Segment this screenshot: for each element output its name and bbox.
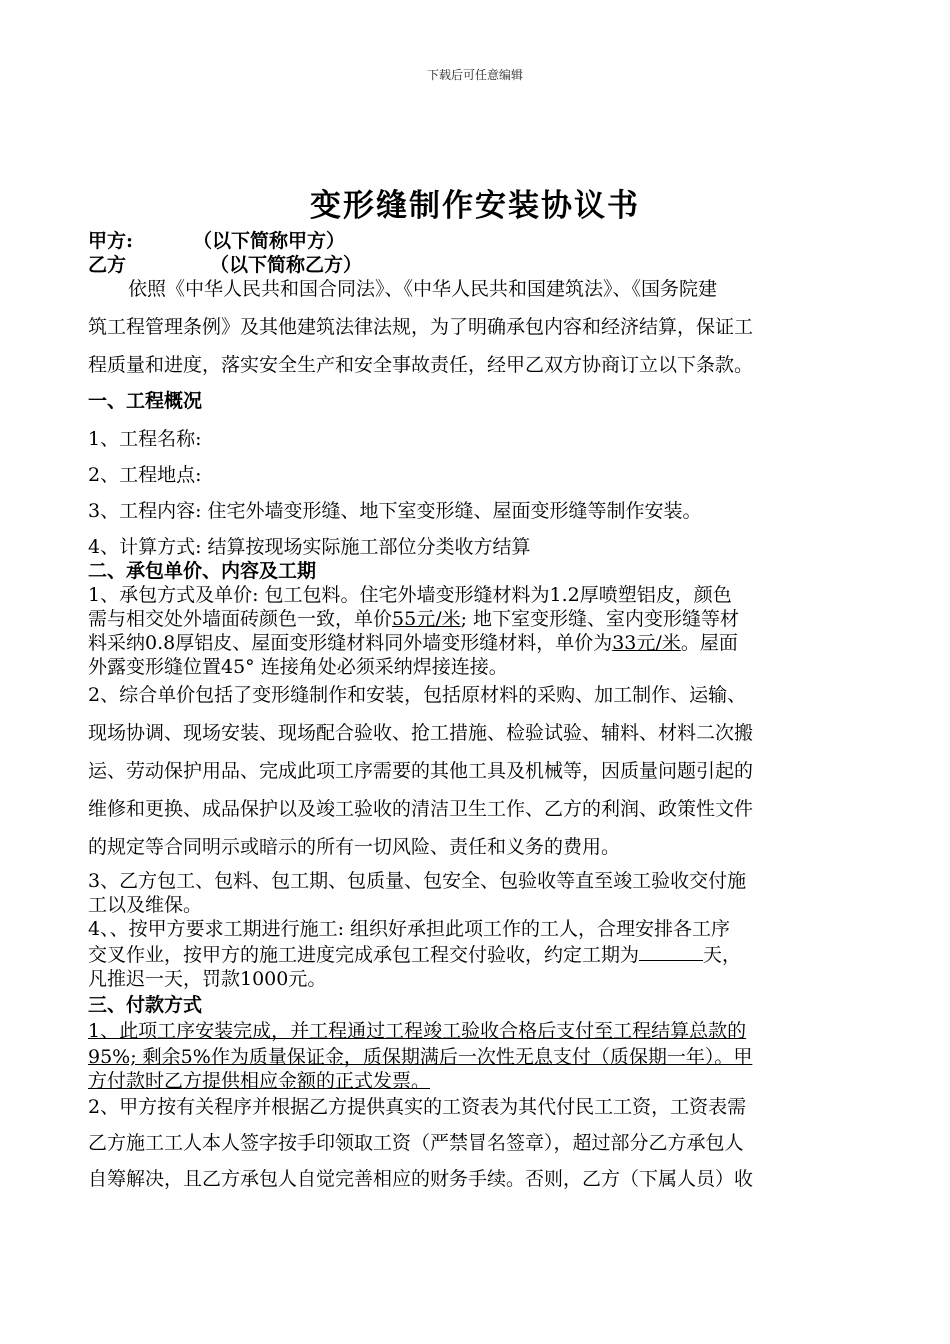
section-2-heading: 二、承包单价、内容及工期 bbox=[88, 560, 317, 582]
party-b-label: 乙方 bbox=[88, 254, 127, 276]
section-2-p1-line-2 bbox=[88, 604, 878, 631]
price-outer-wall: 55元/米 bbox=[392, 608, 461, 630]
party-a-line bbox=[88, 226, 878, 253]
section-2-p4-line-3: 凡推迟一天，罚款1000元。 bbox=[88, 968, 327, 990]
section-1-item-1: 1、工程名称: bbox=[88, 428, 202, 450]
text-segment: 天， bbox=[703, 944, 742, 966]
intro-line-3: 程质量和进度，落实安全生产和安全事故责任，经甲乙双方协商订立以下条款。 bbox=[88, 354, 754, 376]
duration-blank bbox=[639, 942, 703, 961]
section-3-p1-line-1: 1、此项工序安装完成，并工程通过工程竣工验收合格后支付至工程结算总款的 bbox=[88, 1020, 747, 1042]
section-3-p2-line-3: 自筹解决，且乙方承包人自觉完善相应的财务手续。否则，乙方（下属人员）收 bbox=[88, 1168, 754, 1190]
party-b-note: （以下简称乙方） bbox=[210, 254, 363, 276]
intro-line-1: 依照《中华人民共和国合同法》、《中华人民共和国建筑法》、《国务院建 bbox=[128, 278, 718, 300]
section-3-p2-line-2: 乙方施工工人本人签字按手印领取工资（严禁冒名签章），超过部分乙方承包人 bbox=[88, 1132, 744, 1154]
section-2-p1-line-3 bbox=[88, 628, 878, 655]
section-3-p2-line-1: 2、甲方按有关程序并根据乙方提供真实的工资表为其代付民工工资，工资表需 bbox=[88, 1096, 747, 1118]
text-segment: 。屋面 bbox=[680, 632, 738, 654]
section-2-p2-line-3: 运、劳动保护用品、完成此项工序需要的其他工具及机械等，因质量问题引起的 bbox=[88, 760, 754, 782]
section-2-p2-line-2: 现场协调、现场安装、现场配合验收、抢工措施、检验试验、辅料、材料二次搬 bbox=[88, 722, 754, 744]
text-segment: 需与相交处外墙面砖颜色一致，单价 bbox=[88, 608, 393, 630]
price-basement: 33元/米 bbox=[612, 632, 681, 654]
section-2-p1-line-1: 1、承包方式及单价: 包工包料。住宅外墙变形缝材料为1.2厚喷塑铝皮，颜色 bbox=[88, 584, 732, 606]
section-2-p3-line-2: 工以及维保。 bbox=[88, 894, 203, 916]
intro-line-2: 筑工程管理条例》及其他建筑法律法规，为了明确承包内容和经济结算，保证工 bbox=[88, 316, 754, 338]
party-b-line bbox=[88, 250, 878, 277]
text-segment: 交叉作业，按甲方的施工进度完成承包工程交付验收，约定工期为 bbox=[88, 944, 640, 966]
text-segment: ; 地下室变形缝、室内变形缝等材 bbox=[460, 608, 740, 630]
party-a-label: 甲方: bbox=[88, 230, 134, 252]
section-1-item-3: 3、工程内容: 住宅外墙变形缝、地下室变形缝、屋面变形缝等制作安装。 bbox=[88, 500, 702, 522]
section-1-heading: 一、工程概况 bbox=[88, 390, 203, 412]
section-3-heading: 三、付款方式 bbox=[88, 994, 203, 1016]
section-1-item-2: 2、工程地点: bbox=[88, 464, 202, 486]
header-note: 下载后可任意编辑 bbox=[426, 68, 523, 82]
section-2-p4-line-2 bbox=[88, 940, 878, 967]
party-a-note: （以下简称甲方） bbox=[193, 230, 346, 252]
section-2-p2-line-5: 的规定等合同明示或暗示的所有一切风险、责任和义务的费用。 bbox=[88, 836, 621, 858]
section-2-p4-line-1: 4、、按甲方要求工期进行施工: 组织好承担此项工作的工人，合理安排各工序 bbox=[88, 918, 731, 940]
section-2-p3-line-1: 3、乙方包工、包料、包工期、包质量、包安全、包验收等直至竣工验收交付施 bbox=[88, 870, 747, 892]
section-3-p1-line-2: 95%; 剩余5%作为质量保证金，质保期满后一次性无息支付（质保期一年）。甲 bbox=[88, 1046, 753, 1068]
text-segment: 料采纳0.8厚铝皮、屋面变形缝材料同外墙变形缝材料，单价为 bbox=[88, 632, 613, 654]
section-2-p2-line-4: 维修和更换、成品保护以及竣工验收的清洁卫生工作、乙方的利润、政策性文件 bbox=[88, 798, 754, 820]
document-title: 变形缝制作安装协议书 bbox=[310, 188, 640, 224]
section-2-p1-line-4: 外露变形缝位置45° 连接角处必须采纳焊接连接。 bbox=[88, 656, 508, 678]
section-3-p1-line-3: 方付款时乙方提供相应金额的正式发票。 bbox=[88, 1070, 431, 1092]
section-2-p2-line-1: 2、综合单价包括了变形缝制作和安装，包括原材料的采购、加工制作、运输、 bbox=[88, 684, 747, 706]
section-1-item-4: 4、计算方式: 结算按现场实际施工部位分类收方结算 bbox=[88, 536, 531, 558]
